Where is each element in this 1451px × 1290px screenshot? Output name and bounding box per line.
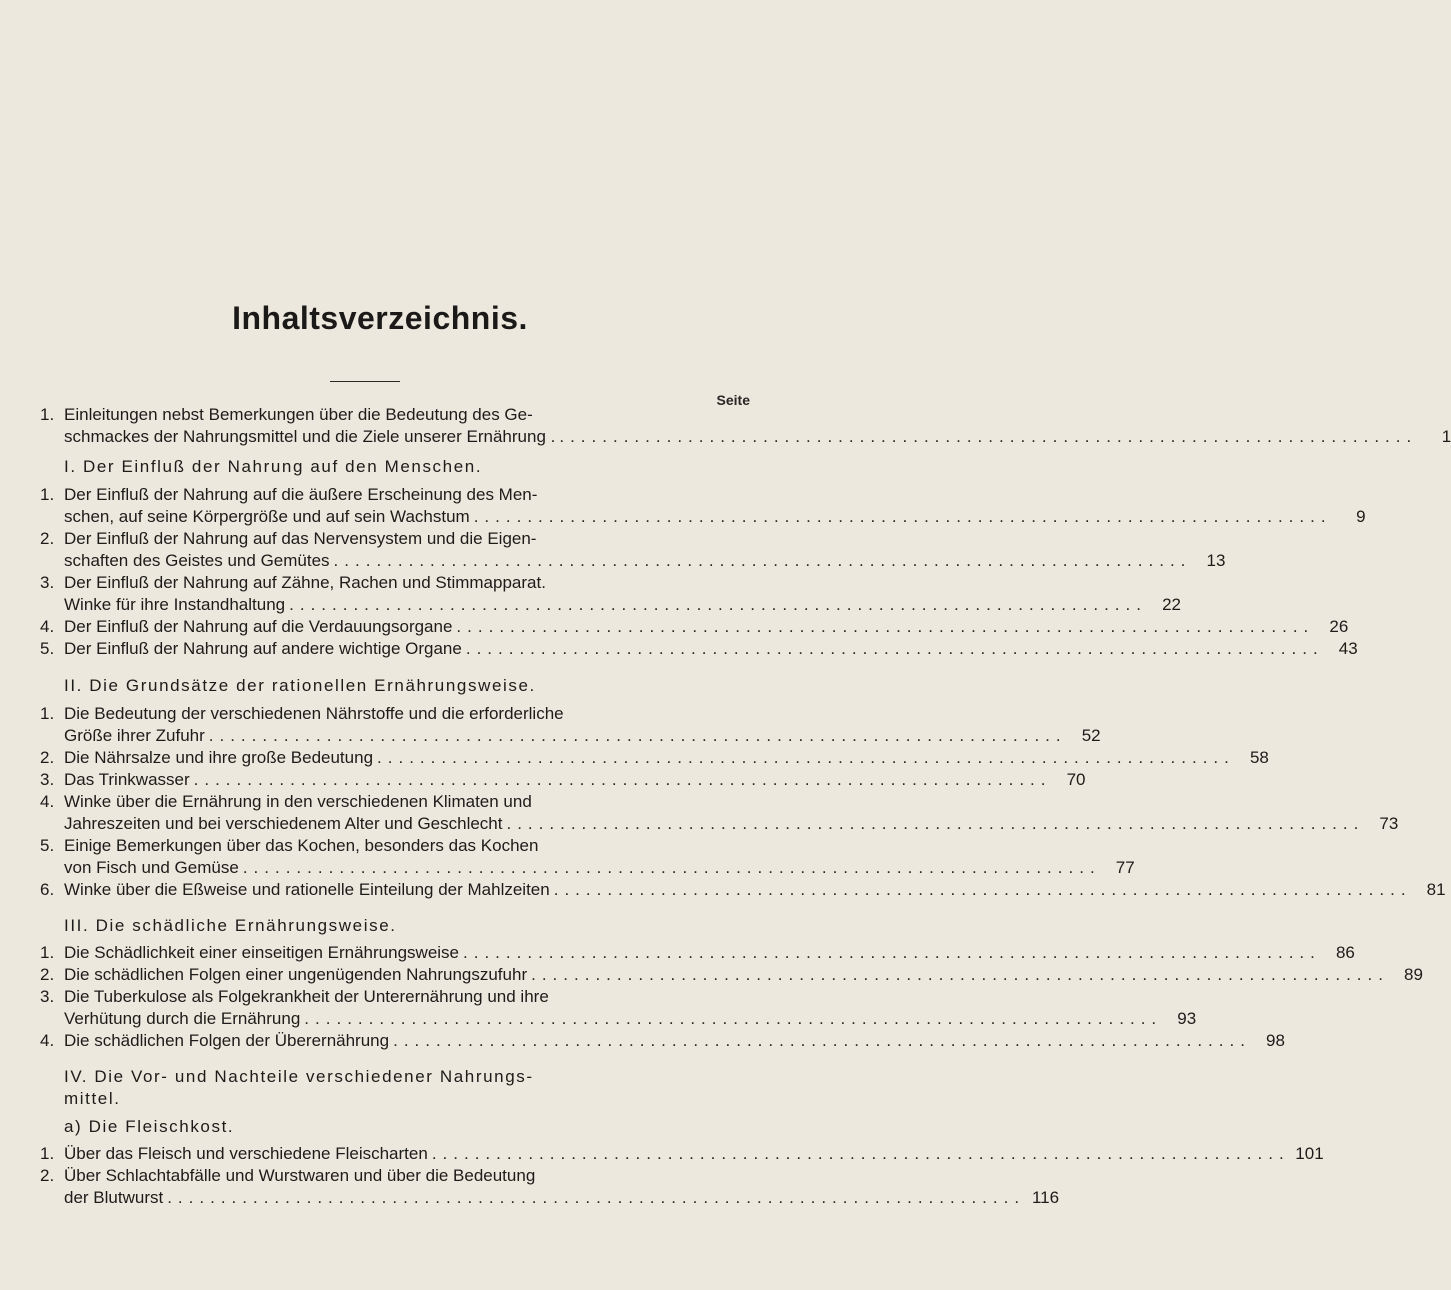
entry-text-line1 (64, 1030, 1285, 1052)
entry-page: 77 (1115, 858, 1135, 877)
leader-dots: ................................................................................ (242, 858, 1101, 877)
entry-number: 1. (40, 485, 55, 504)
entry-text-line2 (64, 725, 1101, 747)
entry-text: schmackes der Nahrungsmittel und die Ziele unserer Ernährung . (64, 427, 556, 446)
entry-number: 4. (40, 617, 55, 636)
entry-text: Winke für ihre Instandhaltung (64, 595, 286, 614)
entry-number: 1. (40, 405, 55, 424)
entry-text-line2 (64, 857, 1135, 879)
entry-page: 9 (1356, 507, 1366, 526)
entry-text-line1 (64, 964, 1423, 986)
entry-text-line1: Einleitungen nebst Bemerkungen über die Bedeutung des Ge- (64, 405, 533, 424)
entry-text: Der Einfluß der Nahrung auf andere wichtige Organe (64, 639, 462, 658)
page-column-header: Seite (716, 392, 750, 408)
entry-number: 3. (40, 573, 55, 592)
entry-text-line1: Die Bedeutung der verschiedenen Nährstoffe und die erforderliche (64, 704, 564, 723)
entry-text: Der Einfluß der Nahrung auf die Verdauungsorgane (64, 617, 453, 636)
entry-page: 13 (1206, 551, 1226, 570)
entry-text-line1: Einige Bemerkungen über das Kochen, besonders das Kochen (64, 836, 539, 855)
section-heading-4: IV. Die Vor- und Nachteile verschiedener Nahrungs- (64, 1067, 534, 1086)
entry-number: 5. (40, 836, 55, 855)
leader-dots: ................................................................................ (193, 770, 1052, 789)
entry-text: der Blutwurst (64, 1188, 164, 1207)
entry-text: Größe ihrer Zufuhr (64, 726, 205, 745)
section-heading-3: III. Die schädliche Ernährungsweise. (64, 916, 397, 935)
leader-dots: ................................................................................ (208, 726, 1067, 745)
entry-page: 52 (1081, 726, 1101, 745)
entry-number: 3. (40, 987, 55, 1006)
entry-text-line1: Der Einfluß der Nahrung auf die äußere Erscheinung des Men- (64, 485, 538, 504)
entry-text: Die Schädlichkeit einer einseitigen Ernährungsweise (64, 943, 460, 962)
section-heading-4-cont: mittel. (64, 1089, 121, 1108)
leader-dots: ................................................................................ (559, 427, 1418, 446)
entry-text-line2 (64, 594, 1181, 616)
leader-dots: ................................................................................ (531, 965, 1389, 984)
entry-number: 4. (40, 792, 55, 811)
section-heading-2: II. Die Grundsätze der rationellen Ernährungsweise. (64, 676, 536, 695)
entry-number: 2. (40, 965, 55, 984)
entry-text: Winke über die Eßweise und rationelle Einteilung der Mahlzeiten (64, 880, 550, 899)
entry-page: 86 (1335, 943, 1355, 962)
entry-text-line1: Der Einfluß der Nahrung auf Zähne, Rachen und Stimmapparat. (64, 573, 546, 592)
entry-number: 3. (40, 770, 55, 789)
entry-page: 1 (1441, 427, 1451, 446)
entry-number: 2. (40, 748, 55, 767)
entry-page: 26 (1329, 617, 1349, 636)
entry-text-line2 (64, 813, 1399, 835)
entry-page: 93 (1177, 1009, 1197, 1028)
entry-number: 1. (40, 1144, 55, 1163)
entry-text-line1 (64, 1143, 1324, 1165)
entry-text-line2 (64, 426, 1451, 448)
entry-text: schaften des Geistes und Gemütes (64, 551, 330, 570)
leader-dots: ................................................................................ (167, 1188, 1026, 1207)
entry-page: 89 (1404, 965, 1423, 984)
title-rule (330, 381, 400, 382)
entry-text: Verhütung durch die Ernährung (64, 1009, 301, 1028)
leader-dots: ................................................................................ (463, 943, 1321, 962)
entry-number: 6. (40, 880, 55, 899)
entry-page: 58 (1249, 748, 1269, 767)
entry-number: 2. (40, 1166, 55, 1185)
entry-text-line2 (64, 1008, 1197, 1030)
entry-page: 81 (1426, 880, 1446, 899)
page-title: Inhaltsverzeichnis. (232, 300, 528, 336)
entry-text: Die schädlichen Folgen der Überernährung (64, 1031, 390, 1050)
entry-number: 1. (40, 704, 55, 723)
entry-text-line2 (64, 506, 1366, 528)
section-heading-1: I. Der Einfluß der Nahrung auf den Menschen. (64, 457, 483, 476)
entry-text-line2 (64, 1187, 1060, 1209)
entry-text-line1: Der Einfluß der Nahrung auf das Nervensystem und die Eigen- (64, 529, 537, 548)
entry-text-line2 (64, 550, 1226, 572)
leader-dots: ................................................................................ (304, 1009, 1163, 1028)
entry-text-line1 (64, 616, 1349, 638)
entry-page: 43 (1338, 639, 1358, 658)
leader-dots: ................................................................................ (473, 507, 1332, 526)
entry-text: Das Trinkwasser (64, 770, 190, 789)
entry-text-line1 (64, 769, 1086, 791)
entry-text: Die Nährsalze und ihre große Bedeutung (64, 748, 374, 767)
entry-page: 98 (1266, 1031, 1285, 1050)
entry-page: 73 (1379, 814, 1399, 833)
leader-dots: ................................................................................ (465, 639, 1324, 658)
entry-text-line1 (64, 942, 1355, 964)
entry-text: Über das Fleisch und verschiedene Fleischarten (64, 1144, 428, 1163)
entry-text-line1 (64, 879, 1446, 901)
leader-dots: ................................................................................ (431, 1144, 1290, 1163)
entry-number: 1. (40, 943, 55, 962)
entry-text-line1 (64, 747, 1269, 769)
leader-dots: ................................................................................ (289, 595, 1147, 614)
entry-page: 70 (1066, 770, 1086, 789)
leader-dots: ................................................................................ (333, 551, 1192, 570)
leader-dots: ................................................................................ (377, 748, 1235, 767)
entry-page: 22 (1162, 595, 1181, 614)
subsection-heading-a: a) Die Fleischkost. (64, 1117, 235, 1136)
entry-page: 101 (1295, 1144, 1324, 1163)
entry-text: von Fisch und Gemüse (64, 858, 239, 877)
entry-number: 5. (40, 639, 55, 658)
entry-text-line1: Die Tuberkulose als Folgekrankheit der Unterernährung und ihre (64, 987, 549, 1006)
entry-text: Die schädlichen Folgen einer ungenügenden Nahrungszufuhr (64, 965, 528, 984)
leader-dots: ................................................................................ (506, 814, 1365, 833)
entry-page: 116 (1031, 1188, 1060, 1207)
entry-text-line1 (64, 638, 1358, 660)
entry-text-line1: Winke über die Ernährung in den verschiedenen Klimaten und (64, 792, 532, 811)
entry-text: schen, auf seine Körpergröße und auf sein Wachstum (64, 507, 470, 526)
entry-number: 2. (40, 529, 55, 548)
entry-text: Jahreszeiten und bei verschiedenem Alter und Geschlecht (64, 814, 503, 833)
leader-dots: ................................................................................ (393, 1031, 1251, 1050)
leader-dots: ................................................................................ (553, 880, 1412, 899)
entry-text-line1: Über Schlachtabfälle und Wurstwaren und über die Bedeutung (64, 1166, 536, 1185)
entry-number: 4. (40, 1031, 55, 1050)
leader-dots: ................................................................................ (456, 617, 1315, 636)
